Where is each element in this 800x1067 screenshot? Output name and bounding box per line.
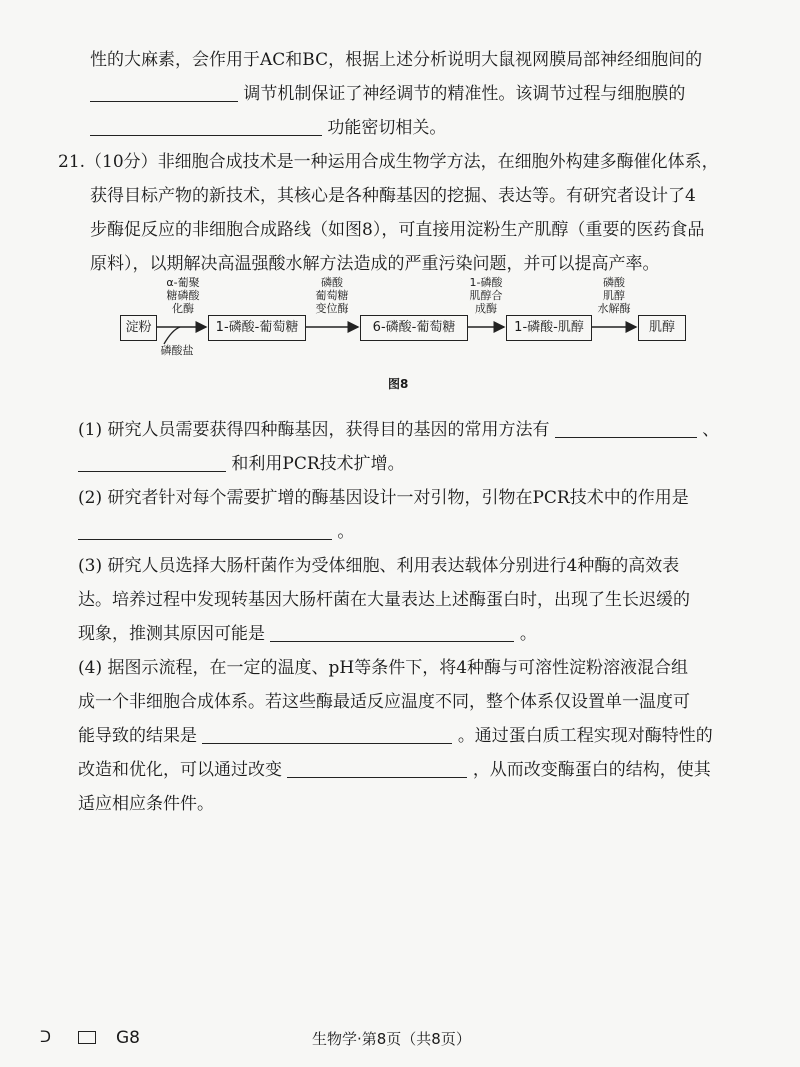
- intro-line-1: [90, 48, 702, 72]
- intro-text-1: 性的大麻素，会作用于AC和BC，根据上述分析说明大鼠视网膜局部神经细胞间的: [90, 50, 703, 70]
- sub1-sep: 、: [702, 420, 720, 440]
- enzyme-4-line-2: 肌醇: [603, 289, 625, 302]
- sub2-end: 。: [337, 522, 355, 542]
- q21-line-1: [58, 150, 719, 174]
- q21-line-4: [90, 252, 660, 276]
- enzyme-1-line-2: 糖磷酸: [166, 289, 200, 302]
- footer-page-number: 生物学·第8页（共8页）: [312, 1030, 471, 1048]
- node-starch: 淀粉: [120, 315, 157, 341]
- sub4-line-2: [78, 690, 690, 714]
- sub3-text-3: 现象，推测其原因可能是: [78, 624, 265, 644]
- sub4-text-4b: ，从而改变酶蛋白的结构，使其: [472, 760, 711, 780]
- enzyme-1-label: [158, 276, 208, 315]
- answer-blank-1a[interactable]: [555, 419, 697, 438]
- sub1-line-1: [78, 418, 719, 442]
- enzyme-4-line-3: 水解酶: [597, 302, 631, 315]
- figure-8-pathway: [120, 278, 720, 378]
- answer-blank-2[interactable]: [78, 521, 332, 540]
- enzyme-3-label: [460, 276, 512, 315]
- substrate-phosphate: 磷酸盐: [160, 344, 194, 357]
- enzyme-1-line-3: 化酶: [172, 302, 194, 315]
- sub4-text-3b: 。通过蛋白质工程实现对酶特性的: [457, 726, 713, 746]
- enzyme-4-line-1: 磷酸: [603, 276, 625, 289]
- sub3-line-3: [78, 622, 537, 646]
- answer-blank-4b[interactable]: [287, 759, 467, 778]
- q21-number: 21.: [58, 152, 86, 172]
- sub4-text-3a: 能导致的结果是: [78, 726, 197, 746]
- sub4-line-3: [78, 724, 713, 748]
- answer-blank-4a[interactable]: [202, 725, 452, 744]
- enzyme-2-label: [306, 276, 358, 315]
- sub3-end: 。: [519, 624, 537, 644]
- intro-text-3: 功能密切相关。: [327, 118, 447, 138]
- sub2-line-2: [78, 520, 354, 544]
- enzyme-3-line-1: 1-磷酸: [469, 276, 503, 289]
- enzyme-4-label: [588, 276, 640, 315]
- sub4-line-5: [78, 792, 214, 816]
- q21-line-3: [90, 218, 704, 242]
- sub4-line-1: [78, 656, 688, 680]
- sub3-line-2: [78, 588, 690, 612]
- sub1-text-2: 和利用PCR技术扩增。: [231, 454, 405, 474]
- q21-text-3: 步酶促反应的非细胞合成路线（如图8），可直接用淀粉生产肌醇（重要的医药食品: [90, 220, 705, 240]
- sub4-text-5: 适应相应条件件。: [78, 794, 214, 814]
- q21-points: （10分）: [85, 152, 158, 172]
- q21-text-2: 获得目标产物的新技术，其核心是各种酶基因的挖掘、表达等。有研究者设计了4: [90, 186, 696, 206]
- answer-blank-intro-2[interactable]: [90, 117, 322, 136]
- q21-text-4: 原料），以期解决高温强酸水解方法造成的严重污染问题，并可以提高产率。: [90, 254, 660, 274]
- sub3-line-1: [78, 554, 679, 578]
- phosphate-curve: [164, 327, 180, 344]
- answer-blank-intro-1[interactable]: [90, 83, 238, 102]
- enzyme-2-line-2: 葡萄糖: [315, 289, 349, 302]
- enzyme-2-line-1: 磷酸: [321, 276, 343, 289]
- node-i1p: 1-磷酸-肌醇: [506, 315, 592, 341]
- sub4-text-2: 成一个非细胞合成体系。若这些酶最适反应温度不同，整个体系仅设置单一温度可: [78, 692, 690, 712]
- q21-line-2: [90, 184, 696, 208]
- sub4-line-4: [78, 758, 711, 782]
- answer-blank-1b[interactable]: [78, 453, 226, 472]
- sub4-text-4a: 改造和优化，可以通过改变: [78, 760, 282, 780]
- sub3-text-2: 达。培养过程中发现转基因大肠杆菌在大量表达上述酶蛋白时，出现了生长迟缓的: [78, 590, 690, 610]
- enzyme-2-line-3: 变位酶: [315, 302, 349, 315]
- node-g6p: 6-磷酸-葡萄糖: [360, 315, 468, 341]
- footer-code: G8: [116, 1028, 140, 1048]
- intro-text-2: 调节机制保证了神经调节的精准性。该调节过程与细胞膜的: [243, 84, 686, 104]
- sub1-line-2: [78, 452, 405, 476]
- intro-line-3: [90, 116, 446, 140]
- sub3-text-1: (3) 研究人员选择大肠杆菌作为受体细胞、利用表达载体分别进行4种酶的高效表: [78, 556, 680, 576]
- node-g1p: 1-磷酸-葡萄糖: [208, 315, 306, 341]
- intro-line-2: [90, 82, 685, 106]
- enzyme-3-line-3: 成酶: [475, 302, 497, 315]
- enzyme-1-line-1: α-葡聚: [166, 276, 200, 289]
- footer-bracket-icon: ᑐ: [40, 1028, 51, 1046]
- q21-text-1: 非细胞合成技术是一种运用合成生物学方法，在细胞外构建多酶催化体系，: [157, 152, 719, 172]
- footer-box-icon: [78, 1031, 96, 1044]
- sub1-text: (1) 研究人员需要获得四种酶基因，获得目的基因的常用方法有: [78, 420, 550, 440]
- enzyme-3-line-2: 肌醇合: [469, 289, 503, 302]
- node-inositol: 肌醇: [638, 315, 686, 341]
- answer-blank-3[interactable]: [270, 623, 514, 642]
- figure-caption: 图8: [388, 377, 409, 391]
- sub2-text: (2) 研究者针对每个需要扩增的酶基因设计一对引物，引物在PCR技术中的作用是: [78, 488, 689, 508]
- sub4-text-1: (4) 据图示流程，在一定的温度、pH等条件下，将4种酶与可溶性淀粉溶液混合组: [78, 658, 689, 678]
- sub2-line-1: [78, 486, 689, 510]
